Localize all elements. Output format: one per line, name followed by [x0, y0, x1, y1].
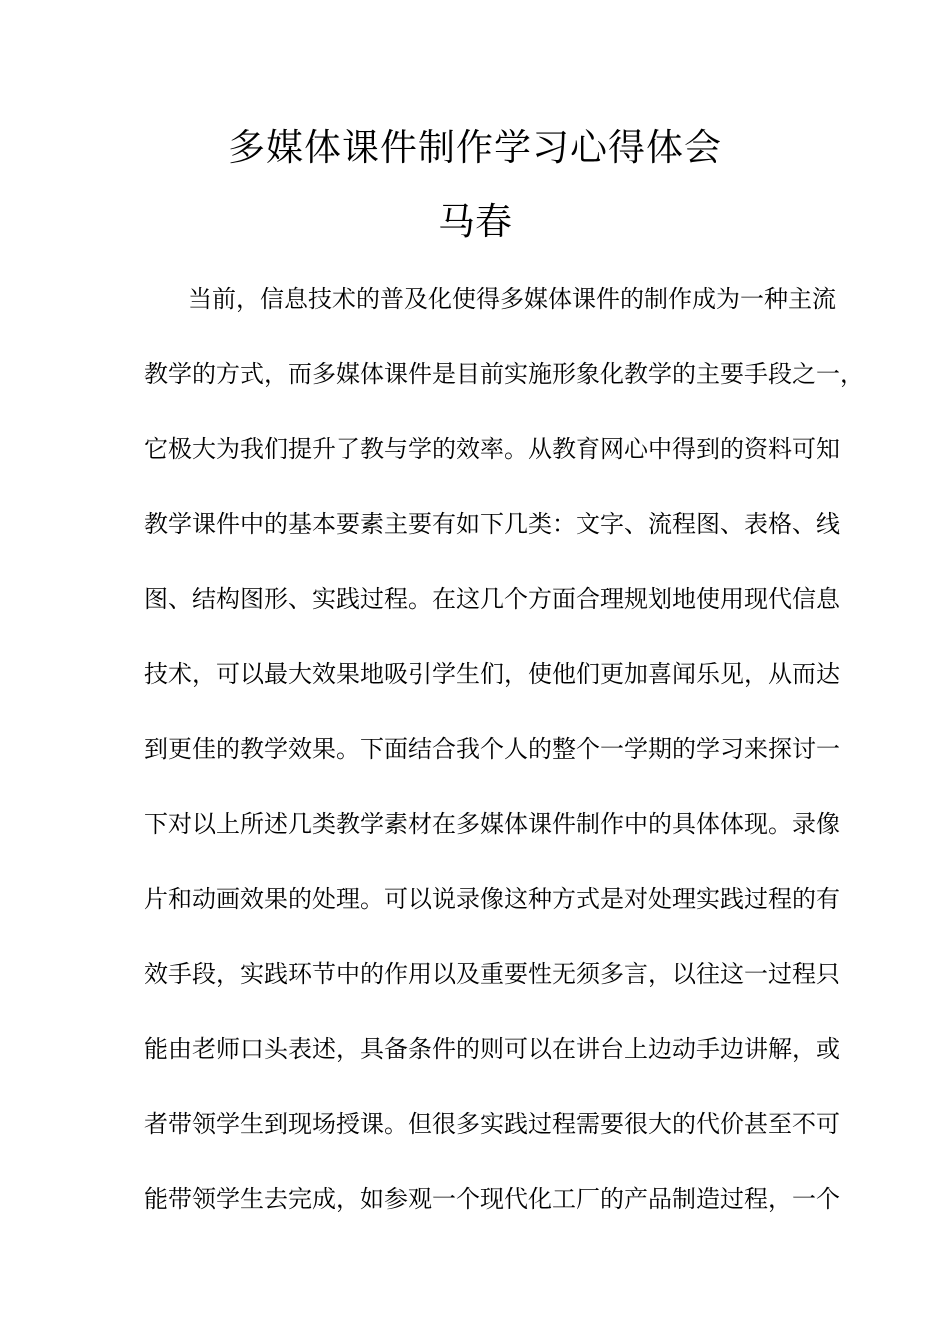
- paragraph-line: 当前，信息技术的普及化使得多媒体课件的制作成为一种主流: [188, 285, 836, 313]
- paragraph-line: 者带领学生到现场授课。但很多实践过程需要很大的代价甚至不可: [144, 1110, 840, 1138]
- document-author: 马春: [438, 200, 512, 243]
- paragraph-line: 到更佳的教学效果。下面结合我个人的整个一学期的学习来探讨一: [144, 735, 840, 763]
- paragraph-line: 它极大为我们提升了教与学的效率。从教育网心中得到的资料可知: [144, 435, 840, 463]
- document-title: 多媒体课件制作学习心得体会: [228, 126, 722, 169]
- paragraph-line: 教学课件中的基本要素主要有如下几类：文字、流程图、表格、线: [144, 510, 840, 538]
- paragraph-line: 片和动画效果的处理。可以说录像这种方式是对处理实践过程的有: [144, 885, 840, 913]
- paragraph-line: 下对以上所述几类教学素材在多媒体课件制作中的具体体现。录像: [144, 810, 840, 838]
- paragraph-line: 技术，可以最大效果地吸引学生们，使他们更加喜闻乐见，从而达: [144, 660, 840, 688]
- paragraph-line: 图、结构图形、实践过程。在这几个方面合理规划地使用现代信息: [144, 585, 840, 613]
- paragraph-line: 效手段，实践环节中的作用以及重要性无须多言，以往这一过程只: [144, 960, 840, 988]
- paragraph-line: 能带领学生去完成，如参观一个现代化工厂的产品制造过程，一个: [144, 1185, 840, 1213]
- paragraph-line: 能由老师口头表述，具备条件的则可以在讲台上边动手边讲解，或: [144, 1035, 840, 1063]
- paragraph-line: 教学的方式，而多媒体课件是目前实施形象化教学的主要手段之一，: [144, 360, 864, 388]
- body-paragraph: [144, 276, 864, 1251]
